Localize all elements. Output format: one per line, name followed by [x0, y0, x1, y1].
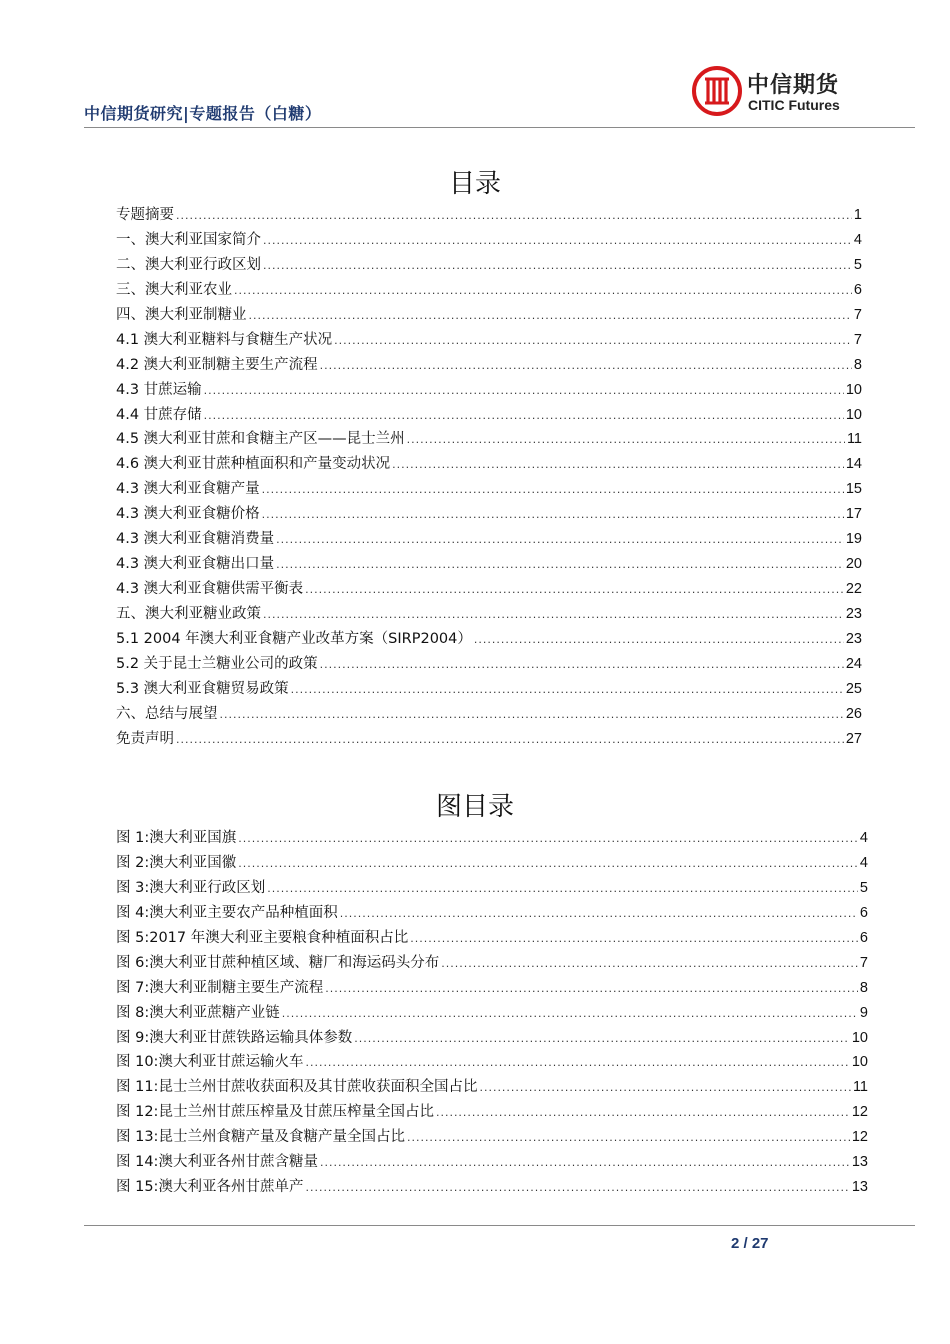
citic-futures-logo: [692, 66, 870, 122]
figure-entry[interactable]: [116, 1100, 868, 1125]
figure-entry-label: 图 11:昆士兰州甘蔗收获面积及其甘蔗收获面积全国占比: [116, 1079, 478, 1096]
figure-entry-page-number: 13: [851, 1154, 868, 1171]
citic-logo-icon: [692, 66, 742, 116]
figure-entry-label: 图 6:澳大利亚甘蔗种植区域、糖厂和海运码头分布: [116, 954, 440, 971]
dot-leader: [263, 254, 852, 278]
toc-entry[interactable]: [116, 203, 862, 228]
toc-entry-page-number: 24: [845, 655, 862, 672]
figure-entry-page-number: 6: [859, 904, 868, 921]
figure-entry-page-number: 9: [859, 1004, 868, 1021]
toc-entry[interactable]: [116, 452, 862, 477]
figure-entry-page-number: 7: [859, 954, 868, 971]
dot-leader: [249, 304, 852, 328]
dot-leader: [204, 404, 844, 428]
toc-entry-label: 专题摘要: [116, 207, 174, 223]
dot-leader: [176, 728, 844, 752]
figure-entry-label: 图 8:澳大利亚蔗糖产业链: [116, 1004, 280, 1021]
dot-leader: [204, 379, 844, 403]
figure-entry-label: 图 1:澳大利亚国旗: [116, 830, 237, 846]
dot-leader: [340, 902, 858, 926]
footer-divider: [84, 1225, 915, 1226]
toc-entry-label: 免责声明: [116, 730, 174, 747]
dot-leader: [320, 1151, 850, 1175]
figure-entry-page-number: 4: [859, 854, 868, 871]
figure-entry[interactable]: [116, 1026, 868, 1051]
figure-entry-label: 图 15:澳大利亚各州甘蔗单产: [116, 1179, 304, 1196]
toc-entry[interactable]: [116, 652, 862, 677]
figure-entry-label: 图 9:澳大利亚甘蔗铁路运输具体参数: [116, 1029, 353, 1046]
figure-entry-page-number: 12: [851, 1104, 868, 1121]
dot-leader: [436, 1101, 850, 1125]
toc-entry[interactable]: [116, 378, 862, 403]
dot-leader: [305, 1176, 849, 1200]
figure-entry[interactable]: [116, 876, 868, 901]
toc-entry-label: 五、澳大利亚糖业政策: [116, 606, 261, 622]
dot-leader: [176, 204, 852, 228]
dot-leader: [334, 329, 852, 353]
dot-leader: [410, 927, 858, 951]
dot-leader: [479, 1076, 850, 1100]
toc-entry-label: 4.2 澳大利亚制糖主要生产流程: [116, 356, 318, 373]
figure-entry-page-number: 8: [859, 979, 868, 996]
toc-entry[interactable]: [116, 602, 862, 627]
figure-entry-page-number: 6: [859, 929, 868, 946]
toc-entry[interactable]: [116, 552, 862, 577]
toc-entry[interactable]: [116, 577, 862, 602]
toc-entry-label: 二、澳大利亚行政区划: [116, 256, 261, 273]
figure-entry[interactable]: [116, 1175, 868, 1200]
toc-entry-page-number: 10: [845, 381, 862, 398]
toc-entry[interactable]: [116, 228, 862, 253]
dot-leader: [234, 279, 852, 303]
figure-entry[interactable]: [116, 851, 868, 876]
toc-entry[interactable]: [116, 627, 862, 652]
toc-entry[interactable]: [116, 477, 862, 502]
toc-entry-label: 4.6 澳大利亚甘蔗种植面积和产量变动状况: [116, 456, 391, 473]
figure-entry[interactable]: [116, 1001, 868, 1026]
dot-leader: [262, 478, 844, 502]
toc-entry-page-number: 8: [853, 356, 862, 373]
toc-entry-label: 4.3 甘蔗运输: [116, 381, 202, 398]
dot-leader: [325, 977, 858, 1001]
toc-entry[interactable]: [116, 677, 862, 702]
toc-entry-page-number: 23: [845, 630, 862, 647]
dot-leader: [282, 1002, 858, 1026]
figure-entry[interactable]: [116, 901, 868, 926]
figure-entry-label: 图 4:澳大利亚主要农产品种植面积: [116, 904, 338, 921]
logo-english-name: CITIC Futures: [748, 97, 840, 113]
dot-leader: [407, 428, 845, 452]
dot-leader: [305, 578, 844, 602]
figure-entry-label: 图 12:昆士兰州甘蔗压榨量及甘蔗压榨量全国占比: [116, 1104, 434, 1121]
toc-entry-page-number: 5: [853, 256, 862, 273]
dot-leader: [220, 703, 844, 727]
figure-entry[interactable]: [116, 1125, 868, 1150]
dot-leader: [267, 877, 858, 901]
toc-entry[interactable]: [116, 303, 862, 328]
toc-entry-page-number: 1: [853, 207, 862, 223]
toc-entry-page-number: 6: [853, 281, 862, 298]
toc-list: [116, 203, 862, 752]
figure-entry-label: 图 2:澳大利亚国徽: [116, 854, 237, 871]
dot-leader: [392, 453, 844, 477]
dot-leader: [291, 678, 844, 702]
dot-leader: [238, 852, 858, 876]
figure-entry[interactable]: [116, 826, 868, 851]
page-number: 2 / 27: [731, 1235, 769, 1252]
toc-entry[interactable]: [116, 253, 862, 278]
toc-entry-label: 5.2 关于昆士兰糖业公司的政策: [116, 655, 318, 672]
figure-list: [116, 826, 868, 1200]
figure-entry-page-number: 5: [859, 879, 868, 896]
toc-entry-page-number: 10: [845, 406, 862, 423]
toc-entry-label: 5.3 澳大利亚食糖贸易政策: [116, 680, 289, 697]
dot-leader: [263, 603, 844, 627]
toc-entry-page-number: 27: [845, 730, 862, 747]
toc-entry-page-number: 23: [845, 606, 862, 622]
toc-entry-label: 4.4 甘蔗存储: [116, 406, 202, 423]
toc-entry[interactable]: [116, 527, 862, 552]
toc-entry[interactable]: [116, 403, 862, 428]
toc-entry[interactable]: [116, 427, 862, 452]
header-divider: [84, 127, 915, 128]
logo-chinese-name: 中信期货: [747, 73, 840, 98]
dot-leader: [474, 628, 844, 652]
toc-entry-page-number: 11: [846, 431, 862, 448]
toc-entry[interactable]: [116, 702, 862, 727]
figure-entry-page-number: 13: [851, 1179, 868, 1196]
dot-leader: [238, 827, 858, 851]
dot-leader: [320, 653, 844, 677]
figure-entry[interactable]: [116, 926, 868, 951]
figure-entry[interactable]: [116, 1050, 868, 1075]
toc-entry-label: 4.3 澳大利亚食糖消费量: [116, 531, 275, 548]
figure-entry[interactable]: [116, 976, 868, 1001]
toc-entry-label: 4.3 澳大利亚食糖出口量: [116, 556, 275, 573]
toc-entry-label: 六、总结与展望: [116, 705, 218, 722]
toc-entry-page-number: 14: [845, 456, 862, 473]
figure-entry-page-number: 11: [852, 1079, 868, 1096]
figure-entry-label: 图 10:澳大利亚甘蔗运输火车: [116, 1054, 304, 1071]
toc-entry-page-number: 20: [845, 556, 862, 573]
toc-entry[interactable]: [116, 727, 862, 752]
report-header-title: 中信期货研究|专题报告（白糖）: [84, 104, 322, 123]
toc-entry-page-number: 7: [853, 306, 862, 323]
dot-leader: [305, 1051, 849, 1075]
toc-entry-page-number: 17: [845, 506, 862, 523]
figure-entry-label: 图 7:澳大利亚制糖主要生产流程: [116, 979, 324, 996]
dot-leader: [276, 553, 844, 577]
toc-entry-label: 5.1 2004 年澳大利亚食糖产业改革方案（SIRP2004）: [116, 630, 472, 647]
toc-entry-page-number: 7: [853, 331, 862, 348]
figure-entry-page-number: 10: [851, 1054, 868, 1071]
toc-entry-page-number: 25: [845, 680, 862, 697]
toc-title: 目录: [448, 169, 501, 199]
figures-title: 图目录: [435, 792, 514, 822]
toc-entry[interactable]: [116, 278, 862, 303]
toc-entry-page-number: 19: [845, 531, 862, 548]
dot-leader: [320, 354, 852, 378]
toc-entry-page-number: 26: [845, 705, 862, 722]
dot-leader: [276, 528, 844, 552]
toc-entry-page-number: 4: [853, 231, 862, 248]
dot-leader: [262, 503, 844, 527]
toc-entry-label: 一、澳大利亚国家简介: [116, 231, 261, 248]
toc-entry-label: 4.3 澳大利亚食糖产量: [116, 481, 260, 498]
dot-leader: [441, 952, 858, 976]
figure-entry-label: 图 14:澳大利亚各州甘蔗含糖量: [116, 1154, 318, 1171]
toc-entry-label: 4.3 澳大利亚食糖供需平衡表: [116, 581, 304, 598]
figure-entry[interactable]: [116, 1075, 868, 1100]
dot-leader: [263, 229, 852, 253]
figure-entry-page-number: 10: [851, 1029, 868, 1046]
toc-entry-label: 4.1 澳大利亚糖料与食糖生产状况: [116, 331, 333, 348]
figure-entry[interactable]: [116, 951, 868, 976]
toc-entry[interactable]: [116, 502, 862, 527]
toc-entry-page-number: 15: [845, 481, 862, 498]
toc-entry-label: 4.3 澳大利亚食糖价格: [116, 506, 260, 523]
figure-entry-page-number: 4: [859, 830, 868, 846]
toc-entry-label: 4.5 澳大利亚甘蔗和食糖主产区——昆士兰州: [116, 431, 405, 448]
toc-entry-label: 四、澳大利亚制糖业: [116, 306, 247, 323]
toc-entry-page-number: 22: [845, 581, 862, 598]
dot-leader: [407, 1126, 850, 1150]
dot-leader: [354, 1027, 850, 1051]
figure-entry[interactable]: [116, 1150, 868, 1175]
toc-entry[interactable]: [116, 328, 862, 353]
toc-entry-label: 三、澳大利亚农业: [116, 281, 232, 298]
toc-entry[interactable]: [116, 353, 862, 378]
figure-entry-page-number: 12: [851, 1129, 868, 1146]
figure-entry-label: 图 13:昆士兰州食糖产量及食糖产量全国占比: [116, 1129, 405, 1146]
figure-entry-label: 图 5:2017 年澳大利亚主要粮食种植面积占比: [116, 929, 409, 946]
figure-entry-label: 图 3:澳大利亚行政区划: [116, 879, 266, 896]
